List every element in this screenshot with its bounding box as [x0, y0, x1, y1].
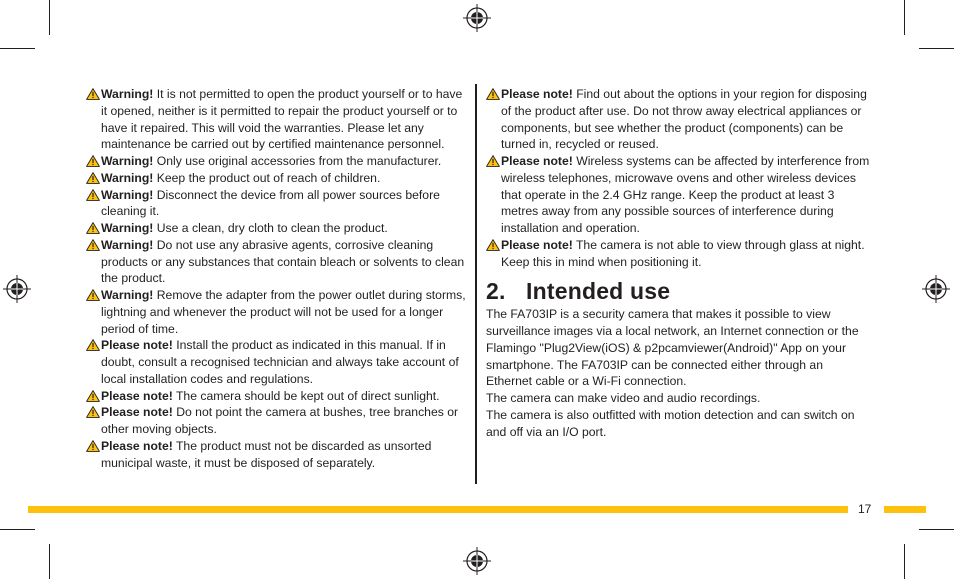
- note-label: Please note!: [101, 338, 173, 353]
- section-body: [486, 306, 872, 440]
- body-paragraph: The camera is also outfitted with motion detection and can switch on and off via an I/O port.: [486, 407, 855, 439]
- note-label: Warning!: [101, 87, 154, 101]
- note-label: Warning!: [101, 237, 154, 252]
- note-label: Please note!: [501, 87, 573, 101]
- note-label: Warning!: [101, 187, 154, 202]
- crop-mark: [919, 48, 954, 49]
- right-column: [486, 86, 872, 440]
- note-text: Do not point the camera at bushes, tree branches or other moving objects.: [101, 405, 459, 436]
- body-paragraph: The FA703IP is a security camera that makes it possible to view surveillance images via a local network, an Internet connection or the Flamingo "Plug2View(iOS) & p2pcamviewer(Android)" App on your smartphone. The FA703IP can be connected either through an Ethernet cable or a Wi-Fi connection.: [486, 307, 859, 389]
- note-item: [486, 86, 872, 153]
- note-text: It is not permitted to open the product yourself or to have it opened, neither is it permitted to repair the product yourself or to have it repaired. This will void the warranties. Please let any maintenance be carried out by certified maintenance personnel.: [101, 87, 463, 152]
- note-text: The camera should be kept out of direct sunlight.: [175, 388, 440, 403]
- page-number: 17: [858, 502, 872, 516]
- footer-bar-right: [884, 506, 926, 513]
- note-item: [86, 170, 468, 187]
- crop-mark: [49, 0, 50, 35]
- note-text: Only use original accessories from the manufacturer.: [156, 154, 442, 168]
- note-label: Warning!: [101, 221, 154, 235]
- note-item: [86, 153, 468, 170]
- section-number: 2.: [486, 278, 506, 305]
- note-item: [86, 287, 468, 337]
- note-item: [86, 337, 468, 387]
- registration-mark-icon: [463, 547, 491, 575]
- column-divider: [475, 84, 477, 484]
- left-column: [86, 86, 468, 471]
- note-text: Wireless systems can be affected by interference from wireless telephones, microwave ovens and other wireless devices that operate in the 2.4 GHz range. Keep the product at least 3 metres away from any possible sources of interference during installation and operation.: [501, 154, 870, 235]
- crop-mark: [49, 544, 50, 579]
- note-label: Please note!: [501, 154, 573, 168]
- note-label: Please note!: [501, 237, 573, 252]
- note-item: [86, 187, 468, 221]
- note-item: [86, 237, 468, 287]
- section-heading: [486, 278, 872, 304]
- note-label: Please note!: [101, 405, 173, 420]
- note-label: Please note!: [101, 388, 173, 403]
- crop-mark: [0, 529, 35, 530]
- note-text: Find out about the options in your region for disposing of the product after use. Do not throw away electrical appliances or components, but see whether the product (components) can be turned in, recycled or reused.: [501, 87, 867, 152]
- note-text: Remove the adapter from the power outlet during storms, lightning and whenever the product will not be used for a longer period of time.: [101, 288, 466, 336]
- note-item: [486, 153, 872, 237]
- note-label: Please note!: [101, 438, 173, 453]
- crop-mark: [0, 48, 35, 49]
- crop-mark: [904, 544, 905, 579]
- note-text: The camera is not able to view through glass at night. Keep this in mind when positioning it.: [501, 237, 865, 269]
- note-label: Warning!: [101, 288, 154, 302]
- footer-bar-left: [28, 506, 848, 513]
- section-title: Intended use: [526, 278, 671, 305]
- right-notes: [486, 86, 872, 270]
- crop-mark: [919, 529, 954, 530]
- registration-mark-icon: [463, 4, 491, 32]
- note-item: [86, 404, 468, 438]
- registration-mark-icon: [3, 275, 31, 303]
- note-label: Warning!: [101, 154, 154, 168]
- note-text: Use a clean, dry cloth to clean the product.: [156, 221, 388, 235]
- note-text: Install the product as indicated in this manual. If in doubt, consult a recognised technician and always take account of local installation codes and regulations.: [101, 338, 459, 386]
- note-text: The product must not be discarded as unsorted municipal waste, it must be disposed of separately.: [101, 438, 432, 470]
- note-text: Do not use any abrasive agents, corrosive cleaning products or any substances that contain bleach or solvents to clean the product.: [101, 237, 465, 286]
- body-paragraph: The camera can make video and audio recordings.: [486, 391, 761, 405]
- note-item: [86, 86, 468, 153]
- note-label: Warning!: [101, 170, 154, 185]
- note-text: Keep the product out of reach of children.: [156, 170, 381, 185]
- note-item: [86, 220, 468, 237]
- note-item: [86, 438, 468, 472]
- note-item: [486, 237, 872, 271]
- registration-mark-icon: [922, 275, 950, 303]
- note-text: Disconnect the device from all power sources before cleaning it.: [101, 187, 440, 219]
- note-item: [86, 388, 468, 405]
- crop-mark: [904, 0, 905, 35]
